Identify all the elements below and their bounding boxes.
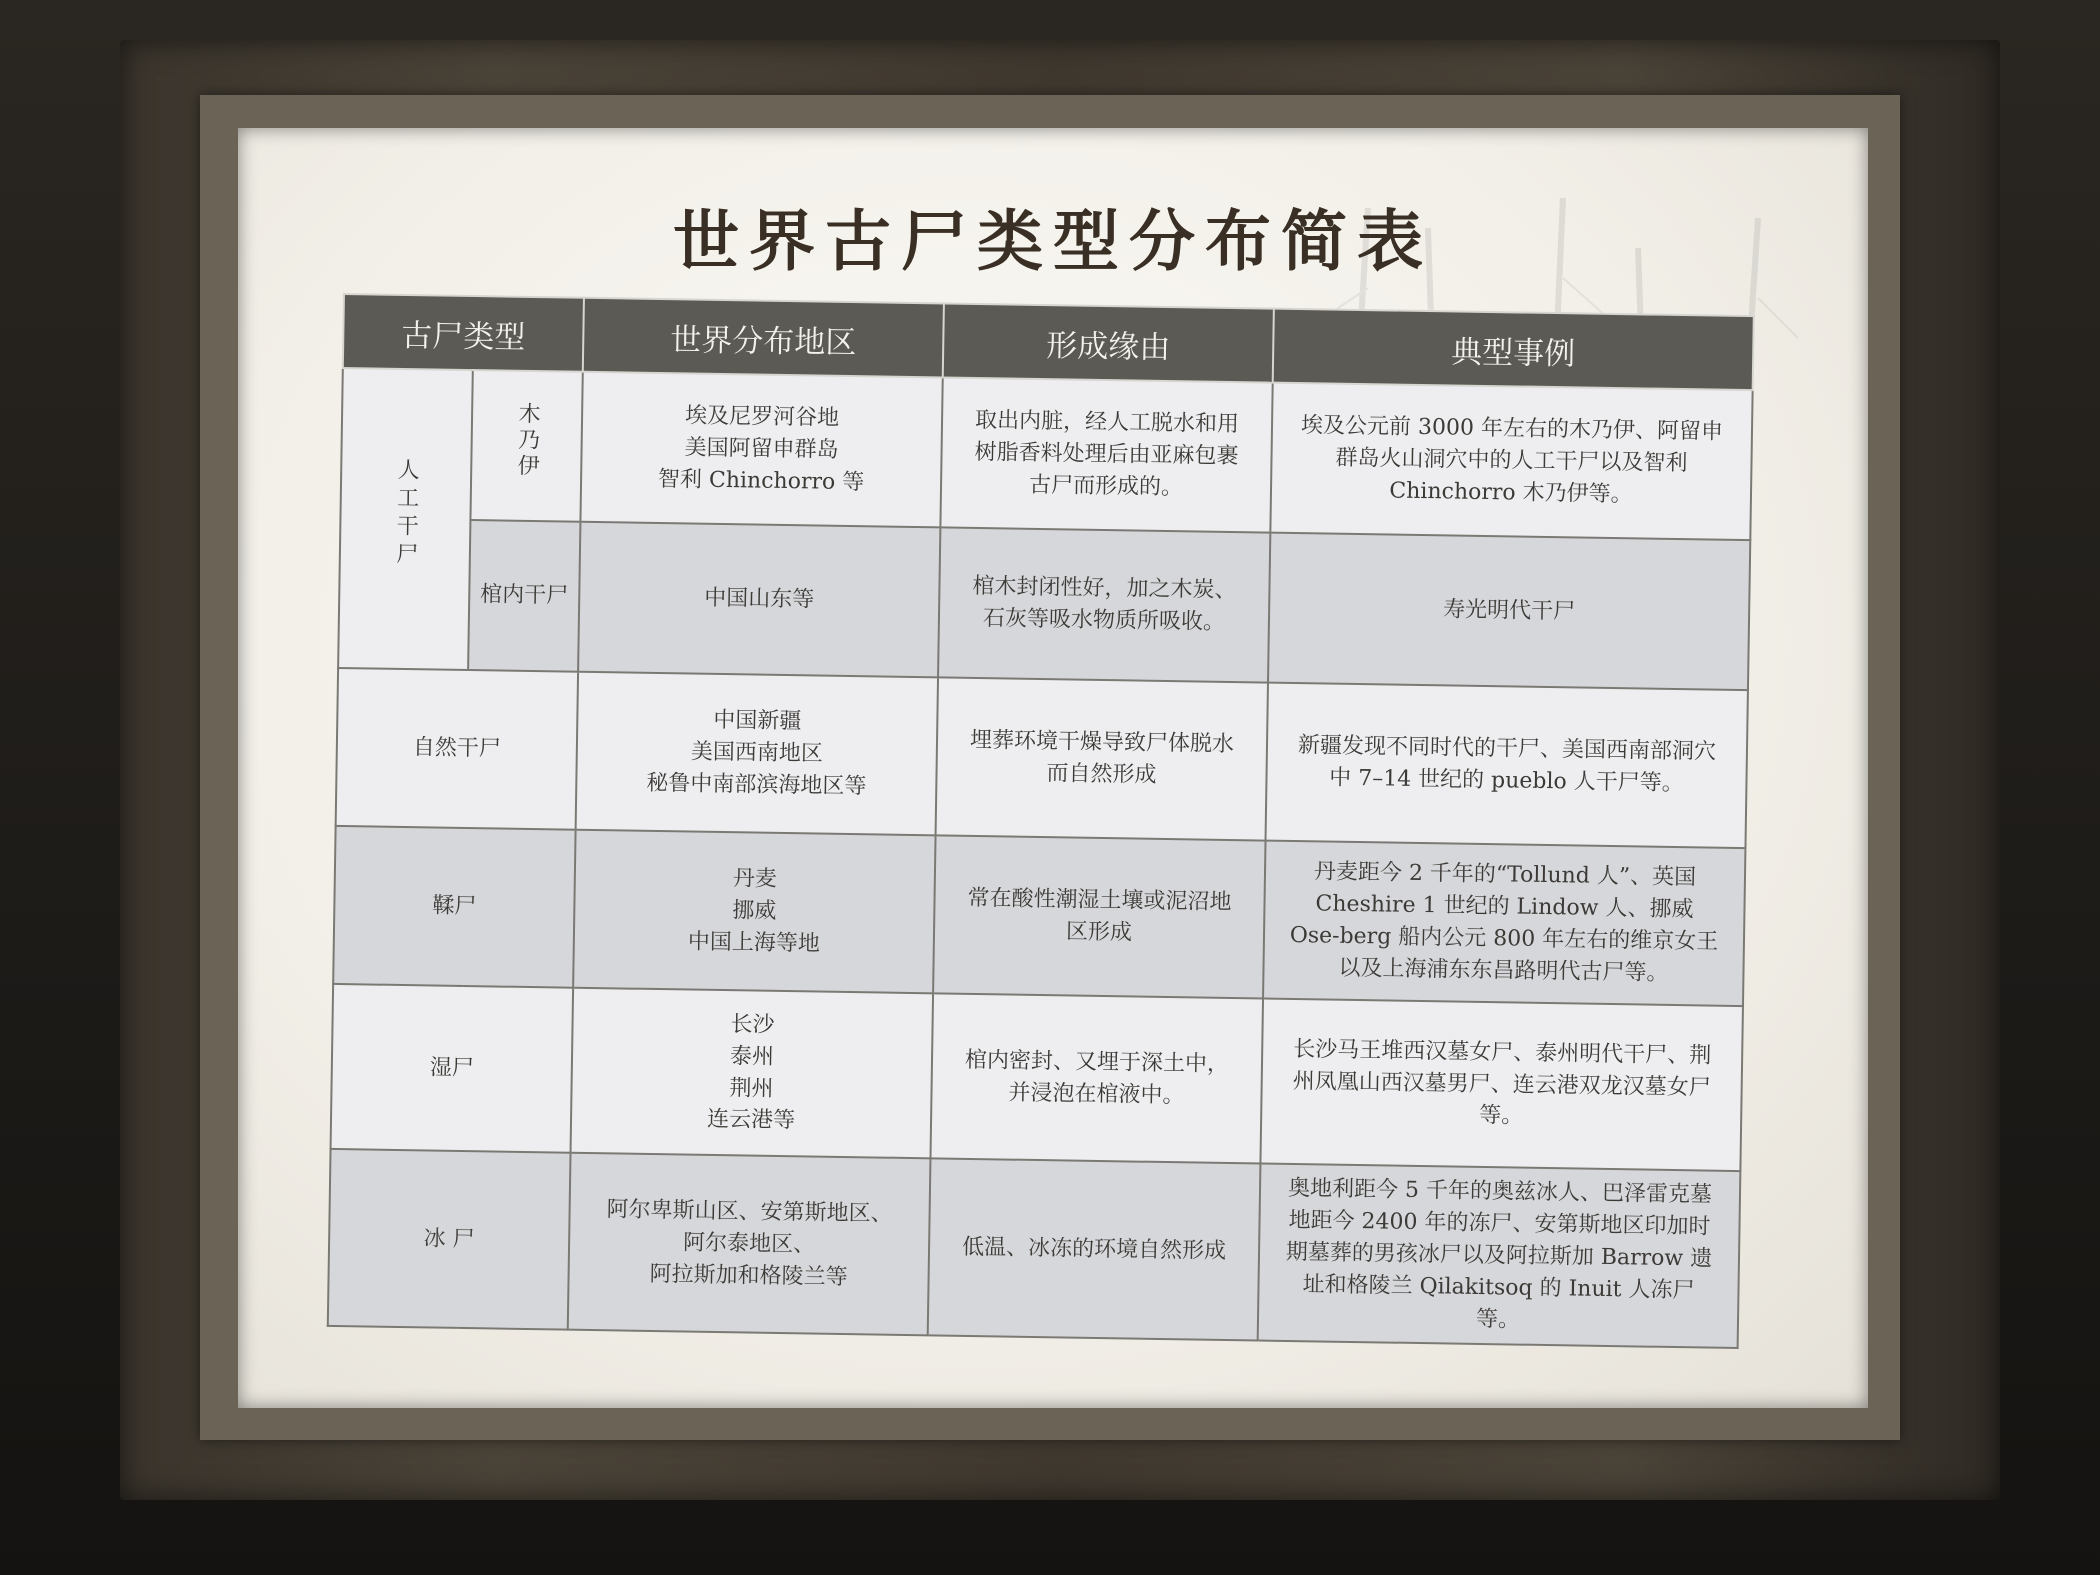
subtype-cell: [470, 370, 582, 522]
region-line: 泰州: [729, 1043, 775, 1070]
header-regions: 世界分布地区: [583, 298, 944, 378]
category-label: 人工干尸: [392, 457, 420, 571]
region-line: 丹麦: [732, 866, 778, 893]
region-line: 中国山东等: [704, 585, 815, 613]
example-cell: 长沙马王堆西汉墓女尸、泰州明代干尸、荆州凤凰山西汉墓男尸、连云港双龙汉墓女尸等。: [1260, 999, 1743, 1172]
category-cell: 自然干尸: [336, 668, 578, 830]
subtype-label: 木乃伊: [514, 401, 541, 481]
cause-cell: 埋葬环境干燥导致尸体脱水而自然形成: [936, 677, 1268, 840]
category-cell: [338, 368, 473, 670]
region-line: 中国新疆: [713, 708, 802, 735]
table-row: [338, 518, 1750, 690]
region-line: 美国西南地区: [690, 739, 824, 767]
cause-cell: 低温、冰冻的环境自然形成: [928, 1158, 1261, 1341]
table-row: [340, 368, 1752, 540]
region-line: 秘鲁中南部滨海地区等: [646, 770, 867, 800]
subtype-cell: [468, 520, 580, 672]
example-cell: 奥地利距今 5 千年的奥兹冰人、巴泽雷克墓地距今 2400 年的冻尸、安第斯地区印加时期墓葬的男孩冰尸以及阿拉斯加 Barrow 遗址和格陵兰 Qilakitsoq 的 Inuit 人冻尸等。: [1258, 1164, 1741, 1349]
regions-cell: [576, 672, 938, 836]
mummy-types-table: [327, 293, 1755, 1350]
table-row: [336, 668, 1748, 848]
region-line: 中国上海等地: [687, 929, 821, 957]
table-row: [328, 1149, 1741, 1349]
subtype-label: 棺内干尸: [480, 582, 569, 609]
regions-cell: [571, 988, 934, 1159]
sign-title: 世界古尸类型分布简表: [673, 202, 1433, 280]
example-cell: 新疆发现不同时代的干尸、美国西南部洞穴中 7–14 世纪的 pueblo 人干尸等。: [1266, 683, 1748, 849]
region-line: 埃及尼罗河谷地: [684, 403, 840, 431]
lightbox-panel: [238, 128, 1868, 1408]
region-line: 长沙: [730, 1011, 775, 1038]
category-cell: 鞣尸: [333, 826, 575, 988]
regions-cell: [578, 522, 940, 678]
example-cell: 埃及公元前 3000 年左右的木乃伊、阿留申群岛火山洞穴中的人工干尸以及智利 Chinchorro 木乃伊等。: [1270, 383, 1752, 541]
table-row: [333, 826, 1745, 1006]
example-cell: 丹麦距今 2 千年的“Tollund 人”、英国 Cheshire 1 世纪的 Lindow 人、挪威 Ose-berg 船内公元 800 年左右的维京女王以及上海浦东东昌路明代古尸等。: [1263, 841, 1745, 1007]
cause-cell: 常在酸性潮湿土壤或泥沼地区形成: [933, 835, 1265, 998]
category-cell: 冰 尸: [328, 1149, 571, 1330]
cause-cell: 取出内脏，经人工脱水和用树脂香料处理后由亚麻包裹古尸而形成的。: [940, 377, 1272, 532]
region-line: 智利 Chinchorro 等: [657, 466, 865, 496]
regions-cell: [580, 372, 942, 528]
cause-cell: 棺内密封、又埋于深土中，并浸泡在棺液中。: [930, 993, 1263, 1163]
header-cause: 形成缘由: [943, 303, 1274, 382]
region-line: 阿尔卑斯山区、安第斯地区、: [606, 1197, 893, 1227]
region-line: 荆州: [729, 1075, 774, 1102]
cause-cell: 棺木封闭性好，加之木炭、石灰等吸水物质所吸收。: [938, 527, 1270, 682]
category-cell: 湿尸: [331, 984, 574, 1153]
region-line: 美国阿留申群岛: [684, 435, 839, 463]
region-line: 连云港等: [706, 1107, 796, 1134]
regions-cell: [568, 1153, 931, 1336]
region-line: 阿拉斯加和格陵兰等: [649, 1261, 848, 1290]
regions-cell: [573, 830, 935, 994]
header-example: 典型事例: [1273, 309, 1754, 391]
table-row: [331, 984, 1743, 1171]
region-line: 阿尔泰地区、: [682, 1230, 816, 1258]
region-line: 挪威: [732, 898, 777, 924]
header-type: 古尸类型: [343, 294, 584, 372]
example-cell: 寿光明代干尸: [1268, 533, 1750, 691]
